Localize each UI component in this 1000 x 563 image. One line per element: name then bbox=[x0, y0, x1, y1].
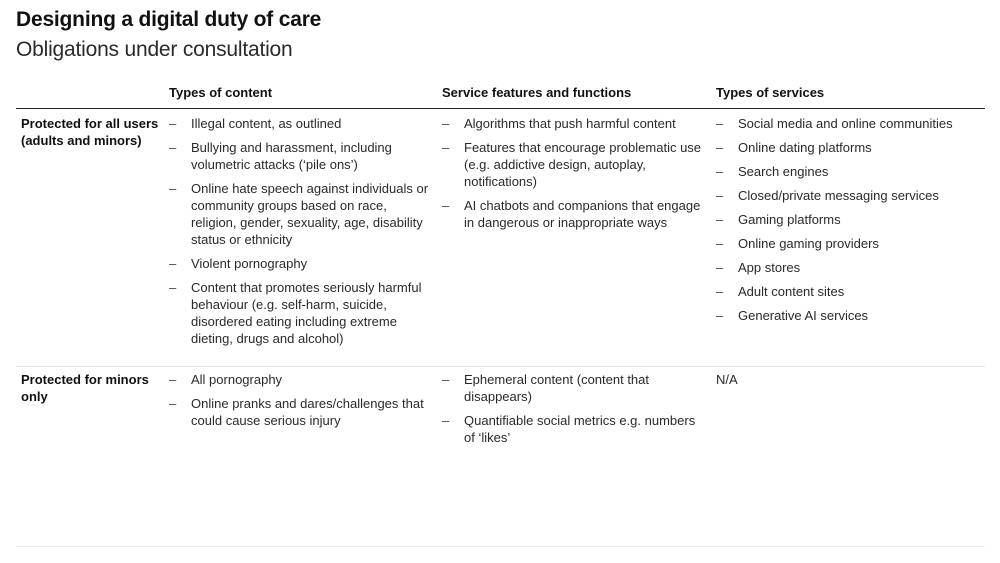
dash-icon: – bbox=[169, 140, 177, 155]
dash-icon: – bbox=[716, 116, 724, 131]
dash-icon: – bbox=[169, 372, 177, 387]
list-item: – Online dating platforms bbox=[716, 140, 872, 155]
services-na: N/A bbox=[716, 372, 738, 387]
cell-minors-features bbox=[442, 371, 707, 453]
list-item: – Quantifiable social metrics e.g. numbers of ‘likes’ bbox=[442, 413, 696, 445]
list-item: – Generative AI services bbox=[716, 308, 869, 323]
dash-icon: – bbox=[716, 140, 724, 155]
row-label-all-users: Protected for all users (adults and minors) bbox=[21, 116, 159, 148]
dash-icon: – bbox=[442, 140, 450, 155]
list-item: – Violent pornography bbox=[169, 256, 308, 271]
dash-icon: – bbox=[169, 116, 177, 131]
dash-icon: – bbox=[716, 164, 724, 179]
list-item: – Illegal content, as outlined bbox=[169, 116, 342, 131]
list-item: – Closed/private messaging services bbox=[716, 188, 939, 203]
list-item: – Online pranks and dares/challenges that could cause serious injury bbox=[169, 396, 424, 428]
list-item: – All pornography bbox=[169, 372, 283, 387]
list-item: – App stores bbox=[716, 260, 801, 275]
list-item: – Search engines bbox=[716, 164, 829, 179]
list-item: – AI chatbots and companions that engage in dangerous or inappropriate ways bbox=[442, 198, 701, 230]
dash-icon: – bbox=[716, 260, 724, 275]
list-item: – Features that encourage problematic use (e.g. addictive design, autoplay, notifications) bbox=[442, 140, 702, 189]
cell-minors-content bbox=[169, 371, 434, 436]
row-label-minors-only: Protected for minors only bbox=[21, 372, 149, 404]
dash-icon: – bbox=[716, 212, 724, 227]
list-item: – Bullying and harassment, including volumetric attacks (‘pile ons’) bbox=[169, 140, 392, 172]
header-divider bbox=[16, 108, 985, 109]
page-subtitle: Obligations under consultation bbox=[16, 38, 293, 61]
cell-all-users-services bbox=[716, 115, 981, 331]
dash-icon: – bbox=[169, 256, 177, 271]
page-title: Designing a digital duty of care bbox=[16, 8, 322, 31]
dash-icon: – bbox=[169, 396, 177, 411]
dash-icon: – bbox=[442, 413, 450, 428]
dash-icon: – bbox=[716, 188, 724, 203]
cell-minors-services bbox=[716, 371, 981, 388]
cell-all-users-content bbox=[169, 115, 434, 354]
list-item: – Social media and online communities bbox=[716, 116, 953, 131]
dash-icon: – bbox=[442, 372, 450, 387]
dash-icon: – bbox=[169, 181, 177, 196]
column-header-services: Types of services bbox=[716, 85, 825, 100]
column-header-content: Types of content bbox=[169, 85, 273, 100]
dash-icon: – bbox=[716, 284, 724, 299]
list-item: – Algorithms that push harmful content bbox=[442, 116, 676, 131]
list-item: – Content that promotes seriously harmful behaviour (e.g. self-harm, suicide, disordered eating including extreme dieting, drugs and alcohol) bbox=[169, 280, 422, 346]
dash-icon: – bbox=[442, 116, 450, 131]
dash-icon: – bbox=[716, 308, 724, 323]
list-item: – Adult content sites bbox=[716, 284, 845, 299]
dash-icon: – bbox=[442, 198, 450, 213]
list-item: – Ephemeral content (content that disappears) bbox=[442, 372, 650, 404]
bottom-divider bbox=[16, 546, 985, 547]
cell-all-users-features bbox=[442, 115, 707, 238]
dash-icon: – bbox=[716, 236, 724, 251]
list-item: – Gaming platforms bbox=[716, 212, 841, 227]
column-header-features: Service features and functions bbox=[442, 85, 632, 100]
list-item: – Online gaming providers bbox=[716, 236, 879, 251]
dash-icon: – bbox=[169, 280, 177, 295]
list-item: – Online hate speech against individuals or community groups based on race, religion, gender, sexuality, age, disability status or ethnicity bbox=[169, 181, 429, 247]
row-divider bbox=[16, 366, 985, 367]
